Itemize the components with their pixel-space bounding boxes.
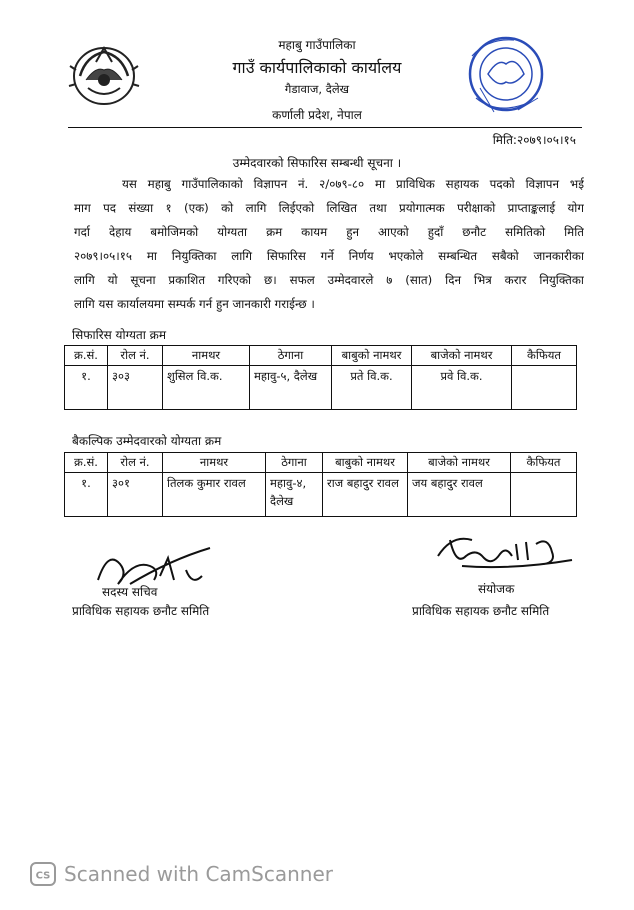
col-header-father: बाबुको नामथर <box>332 346 412 366</box>
notice-line: यस महाबु गाउँपालिकाको विज्ञापन नं. २/०७९-८० मा प्राविधिक सहायक पदको विज्ञापन भई <box>122 177 584 191</box>
cell-remarks <box>512 366 577 410</box>
notice-line: २०७९।०५।१५ मा नियुक्तिका लागि सिफारिस गर्ने निर्णय भएकोले सम्बन्धित सबैको जानकारीका <box>74 249 584 263</box>
cell-address: महावु-४, दैलेख <box>266 473 323 517</box>
member-secretary-title: सदस्य सचिव <box>102 585 158 599</box>
cell-father: राज बहादुर रावल <box>323 473 408 517</box>
cell-remarks <box>511 473 577 517</box>
office-location: गैडावाज, दैलेख <box>284 82 350 96</box>
col-header-address: ठेगाना <box>250 346 332 366</box>
col-header-sn: क्र.सं. <box>65 453 108 473</box>
table-header-row <box>65 453 577 473</box>
notice-line: गर्दा देहाय बमोजिमको योग्यता क्रम कायम हुन आएको हुदाँ छनौट समितिको मिति <box>74 225 584 239</box>
col-header-grandfather: बाजेको नामथर <box>412 346 512 366</box>
municipality-name: महाबु गाउँपालिका <box>278 38 356 52</box>
camscanner-watermark: Scanned with CamScanner <box>64 862 333 886</box>
cell-roll: ३०३ <box>108 366 163 410</box>
recommended-label: सिफारिस योग्यता क्रम <box>72 328 167 342</box>
notice-line: लागि यस कार्यालयमा सम्पर्क गर्न हुन जानकारी गराईन्छ । <box>74 297 315 311</box>
cell-father: प्रते वि.क. <box>332 366 412 410</box>
col-header-name: नामथर <box>163 453 266 473</box>
cell-grandfather: जय बहादुर रावल <box>408 473 511 517</box>
office-name: गाउँ कार्यपालिकाको कार्यालय <box>232 58 402 77</box>
col-header-remarks: कैफियत <box>511 453 577 473</box>
left-committee-name: प्राविधिक सहायक छनौट समिति <box>72 604 210 618</box>
office-stamp-icon <box>458 28 554 124</box>
right-committee-name: प्राविधिक सहायक छनौट समिति <box>412 604 550 618</box>
cell-name: शुसिल वि.क. <box>163 366 250 410</box>
alternate-label: बैकल्पिक उम्मेदवारको योग्यता क्रम <box>72 434 222 448</box>
col-header-address: ठेगाना <box>266 453 323 473</box>
table-row <box>65 473 577 517</box>
col-header-roll: रोल नं. <box>108 453 163 473</box>
coordinator-title: संयोजक <box>478 582 515 596</box>
notice-line: लागि यो सूचना प्रकाशित गरिएको छ। सफल उम्मेदवारले ७ (सात) दिन भित्र करार नियुक्तिका <box>74 273 584 287</box>
cell-name: तिलक कुमार रावल <box>163 473 266 517</box>
alternate-table <box>64 452 577 517</box>
cell-sn: १. <box>65 473 108 517</box>
col-header-father: बाबुको नामथर <box>323 453 408 473</box>
cell-sn: १. <box>65 366 108 410</box>
camscanner-logo-icon <box>30 862 56 886</box>
recommended-table <box>64 345 577 410</box>
notice-line: माग पद संख्या १ (एक) को लागि लिईएको लिखित तथा प्रयोगात्मक परीक्षाको प्राप्ताङ्कलाई योग <box>74 201 584 215</box>
col-header-sn: क्र.सं. <box>65 346 108 366</box>
col-header-roll: रोल नं. <box>108 346 163 366</box>
notice-date: मिति:२०७९।०५।१५ <box>492 133 576 147</box>
col-header-grandfather: बाजेको नामथर <box>408 453 511 473</box>
camscanner-logo-text: CS <box>35 870 51 882</box>
col-header-remarks: कैफियत <box>512 346 577 366</box>
coordinator-signature-icon <box>432 526 582 576</box>
table-header-row <box>65 346 577 366</box>
province-country: कर्णाली प्रदेश, नेपाल <box>272 108 362 122</box>
col-header-name: नामथर <box>163 346 250 366</box>
cell-roll: ३०१ <box>108 473 163 517</box>
table-row <box>65 366 577 410</box>
notice-title: उम्मेदवारको सिफारिस सम्बन्धी सूचना । <box>232 156 402 170</box>
cell-grandfather: प्रवे वि.क. <box>412 366 512 410</box>
cell-address: महावु-५, दैलेख <box>250 366 332 410</box>
header-divider <box>68 127 582 128</box>
